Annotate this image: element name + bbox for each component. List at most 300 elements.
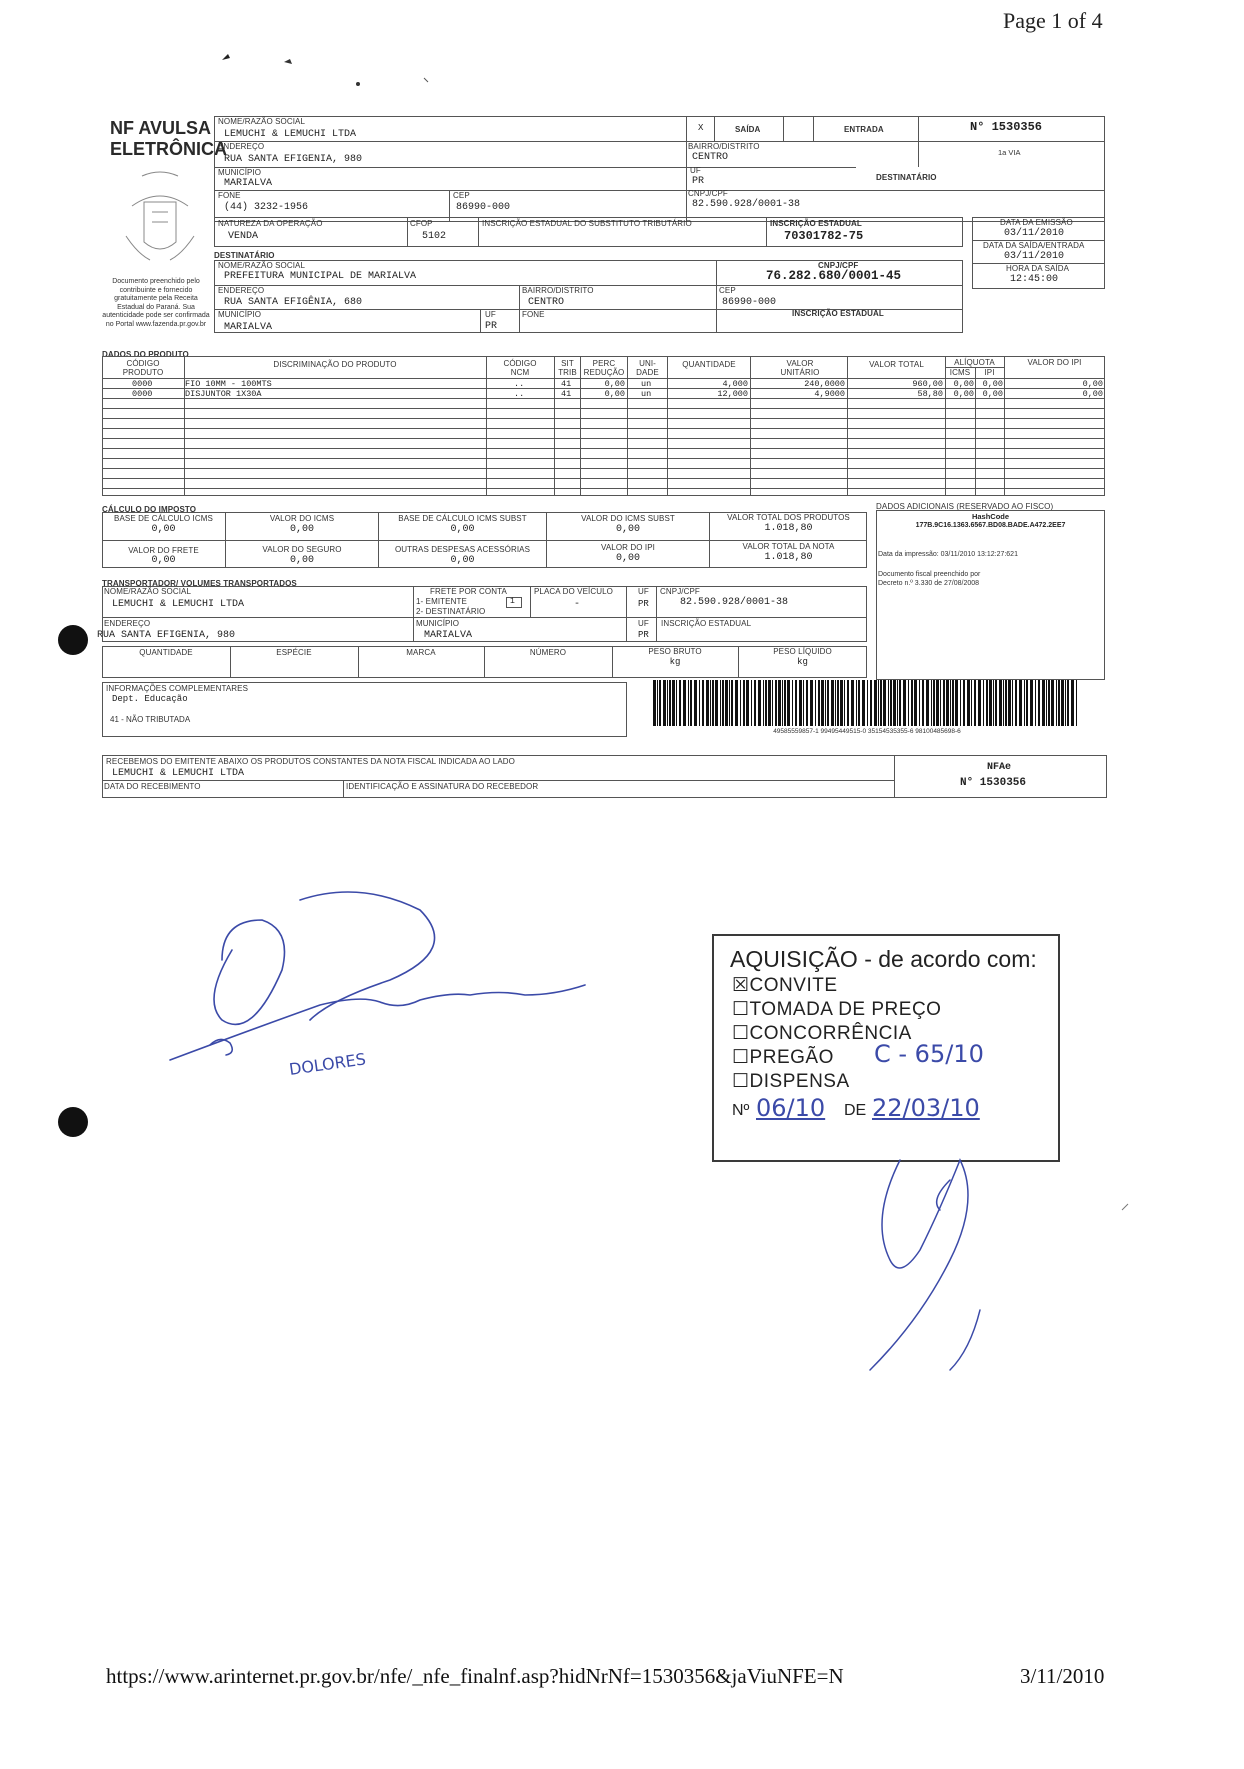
barcode-bar [914,680,917,726]
row2-unidade: un [641,389,652,399]
barcode-bar [792,680,793,726]
transp-uf2-label: UF [638,619,649,628]
barcode-bar [908,680,909,726]
barcode-bar [856,680,857,726]
barcode-bar [663,680,666,726]
barcode [653,680,1081,730]
barcode-bar [746,680,749,726]
total-produtos: 1.018,80 [764,523,813,534]
stamp-data: 22/03/10 [872,1094,980,1122]
hora-saida-label: HORA DA SAÍDA [1006,264,1070,273]
stamp-option-dispensa: ☐DISPENSA [732,1071,850,1092]
barcode-bar [1071,680,1074,726]
barcode-bar [763,680,764,726]
barcode-bar [989,680,992,726]
valor-icms: 0,00 [289,524,314,535]
entrada-label: ENTRADA [844,125,884,134]
barcode-bar [669,680,671,726]
barcode-bar [890,680,892,726]
saida-mark: X [698,123,704,133]
barcode-bar [1067,680,1069,726]
dest-ie-label: INSCRIÇÃO ESTADUAL [792,309,884,318]
barcode-bar [710,680,711,726]
barcode-bar [883,680,886,726]
barcode-bar [1048,680,1050,726]
barcode-bar [787,680,790,726]
barcode-bar [1065,680,1066,726]
stamp-option-concorrencia: ☐CONCORRÊNCIA [732,1023,912,1044]
marca-label: MARCA [406,648,436,657]
dest-uf-label: UF [485,310,496,319]
frete: 0,00 [151,555,176,566]
emitente-nome-label: NOME/RAZÃO SOCIAL [218,117,306,126]
barcode-bar [878,680,879,726]
barcode-bar [888,680,889,726]
dest-nome-label: NOME/RAZÃO SOCIAL [218,261,306,270]
barcode-bar [657,680,658,726]
barcode-bar [1056,680,1057,726]
nf-number: N° 1530356 [970,120,1043,134]
barcode-bar [858,680,860,726]
frete-conta-label: FRETE POR CONTA [430,587,507,596]
emitente-municipio-label: MUNICÍPIO [218,168,262,177]
barcode-bar [933,680,935,726]
transp-uf2: PR [638,630,649,640]
barcode-bar [827,680,829,726]
col-valor-unit: VALOR UNITÁRIO [780,359,820,377]
quantidade-label: QUANTIDADE [139,648,193,657]
barcode-bar [835,680,836,726]
data-emissao: 03/11/2010 [1004,228,1065,239]
seguro: 0,00 [289,555,314,566]
stamp-option-tomada: ☐TOMADA DE PREÇO [732,999,942,1020]
hora-saida: 12:45:00 [1010,274,1059,285]
barcode-bar [699,680,700,726]
valor-subst-label: VALOR DO ICMS SUBST [581,514,675,523]
row2-icms: 0,00 [953,389,974,399]
emitente-uf-label: UF [690,166,701,175]
barcode-text: 49585559857-1 99495449515-0 35154535355-6 98100485698-6 [773,728,961,735]
frete-opt1: 1- EMITENTE [416,597,467,606]
row1-icms: 0,00 [953,379,974,389]
barcode-bar [667,680,668,726]
emitente-bairro-label: BAIRRO/DISTRITO [688,142,760,151]
adicionais-box [876,510,1105,680]
barcode-bar [799,680,802,726]
barcode-bar [919,680,920,726]
barcode-bar [922,680,924,726]
peso-bruto-label: PESO BRUTO [648,647,702,656]
title-line2: ELETRÔNICA [110,139,227,159]
col-valor-ipi: VALOR DO IPI [1027,358,1082,367]
row1-perc: 0,00 [604,379,625,389]
barcode-bar [768,680,771,726]
barcode-bar [995,680,997,726]
barcode-bar [847,680,849,726]
complementares-label: INFORMAÇÕES COMPLEMENTARES [106,684,249,693]
barcode-bar [1030,680,1033,726]
barcode-bar [911,680,913,726]
barcode-bar [778,680,781,726]
data-saida-label: DATA DA SAÍDA/ENTRADA [983,241,1085,250]
cfop-value: 5102 [422,231,447,242]
doc-note-line2: Decreto n.º 3.330 de 27/08/2008 [878,580,980,587]
transp-municipio-label: MUNICÍPIO [416,619,460,628]
especie-label: ESPÉCIE [276,648,312,657]
ie-emitente-label: INSCRIÇÃO ESTADUAL [770,219,862,228]
barcode-bar [999,680,1002,726]
row2-valor-total: 58,80 [917,389,943,399]
barcode-bar [729,680,730,726]
barcode-bar [702,680,704,726]
barcode-bar [1005,680,1007,726]
barcode-bar [993,680,994,726]
row1-unidade: un [641,379,652,389]
barcode-bar [751,680,752,726]
base-icms-label: BASE DE CÁLCULO ICMS [114,514,213,523]
row2-codigo: 0000 [132,389,153,399]
row1-descricao: FIO 10MM - 100MTS [185,379,272,389]
outras-despesas: 0,00 [450,555,475,566]
valor-subst: 0,00 [615,524,640,535]
dest-bairro-label: BAIRRO/DISTRITO [522,286,594,295]
row2-ipi: 0,00 [982,389,1003,399]
row1-sit: 41 [561,379,572,389]
emitente-fone-label: FONE [218,191,241,200]
frete-value: 1 [510,597,515,606]
via-label: 1a VIA [998,148,1021,157]
barcode-bar [765,680,767,726]
emitente-uf: PR [692,176,705,187]
barcode-bar [818,680,820,726]
barcode-bar [967,680,970,726]
data-recebimento-label: DATA DO RECEBIMENTO [104,782,201,791]
side-note: Documento preenchido pelo contribuinte e fornecido gratuitamente pela Receita Estadual do Paraná. Sua autenticidade pode ser confirmada no Portal www.fazenda.pr.gov.br [102,278,210,328]
row2-sit: 41 [561,389,572,399]
peso-liquido: kg [797,657,808,667]
emitente-cnpj-label: CNPJ/CPF [688,189,728,198]
barcode-bar [862,680,865,726]
barcode-bar [803,680,804,726]
stamp-option-convite: ☒CONVITE [732,975,838,996]
natureza-label: NATUREZA DA OPERAÇÃO [218,219,323,228]
dest-municipio: MARIALVA [224,322,273,333]
barcode-bar [821,680,824,726]
row1-valor-ipi: 0,00 [1082,379,1103,389]
barcode-bar [946,680,949,726]
barcode-bar [782,680,783,726]
recibo-nome: LEMUCHI & LEMUCHI LTDA [112,768,245,779]
barcode-bar [870,680,872,726]
emitente-cep-label: CEP [453,191,470,200]
numero-label: NÚMERO [529,648,567,657]
barcode-bar [725,680,728,726]
barcode-bar [960,680,961,726]
barcode-bar [1058,680,1060,726]
outras-despesas-label: OUTRAS DESPESAS ACESSÓRIAS [394,545,531,554]
dest-cep-label: CEP [719,286,736,295]
emitente-bairro: CENTRO [692,152,729,163]
barcode-bar [676,680,677,726]
col-aliquota: ALÍQUOTA [954,358,995,367]
barcode-bar [784,680,786,726]
transp-endereco-label: ENDEREÇO [104,619,151,628]
barcode-bar [955,680,958,726]
col-codigo: CÓDIGO PRODUTO [122,359,164,377]
row2-perc: 0,00 [604,389,625,399]
emitente-endereco: RUA SANTA EFIGENIA, 980 [224,154,363,165]
dest-bairro: CENTRO [528,297,565,308]
complementares-line1: Dept. Educação [112,694,188,704]
placa-value: - [574,599,581,610]
emitente-cnpj: 82.590.928/0001-38 [692,199,801,210]
col-descricao: DISCRIMINAÇÃO DO PRODUTO [273,360,397,369]
col-valor-total: VALOR TOTAL [869,360,924,369]
barcode-bar [810,680,813,726]
barcode-bar [683,680,686,726]
row1-codigo: 0000 [132,379,153,389]
valor-ipi: 0,00 [615,553,640,564]
stamp-numero: 06/10 [756,1094,826,1122]
transp-ie-label: INSCRIÇÃO ESTADUAL [661,619,752,628]
barcode-bar [893,680,896,726]
barcode-bar [731,680,733,726]
data-saida: 03/11/2010 [1004,251,1065,262]
barcode-bar [963,680,965,726]
signature-name: DOLORES [287,1049,368,1079]
barcode-bar [1046,680,1047,726]
barcode-bar [1076,680,1077,726]
peso-liquido-label: PESO LÍQUIDO [773,647,832,656]
dest-endereco: RUA SANTA EFIGÊNIA, 680 [224,297,363,308]
col-ipi: IPI [984,368,995,377]
stamp-option-pregao: ☐PREGÃO [732,1047,834,1068]
barcode-bar [950,680,951,726]
hash-code: 177B.9C16.1363.6567.BD08.BADE.A472.2EE7 [915,522,1066,529]
transp-cnpj-label: CNPJ/CPF [660,587,700,596]
acquisition-stamp [712,934,1060,1162]
produtos-table [102,356,1105,496]
col-sit: SIT TRIB [558,359,577,377]
barcode-bar [971,680,972,726]
barcode-bar [688,680,689,726]
destinatario-section-label: DESTINATÁRIO [214,251,275,260]
hash-label: HashCode [971,512,1010,521]
barcode-bar [758,680,761,726]
barcode-bar [706,680,709,726]
dest-cep: 86990-000 [722,297,777,308]
scan-speck [1120,1200,1132,1212]
dest-endereco-label: ENDEREÇO [218,286,265,295]
barcode-bar [743,680,745,726]
barcode-bar [874,680,877,726]
stamp-de: DE [844,1102,867,1119]
emitente-nome: LEMUCHI & LEMUCHI LTDA [224,129,357,140]
transportador-section-label: TRANSPORTADOR/ VOLUMES TRANSPORTADOS [102,579,297,588]
dest-fone-label: FONE [522,310,545,319]
col-icms: ICMS [949,368,971,377]
frete-opt2: 2- DESTINATÁRIO [416,607,486,616]
barcode-bar [903,680,906,726]
barcode-bar [715,680,718,726]
barcode-bar [1026,680,1028,726]
barcode-bar [936,680,939,726]
imposto-section-label: CÁLCULO DO IMPOSTO [102,505,197,514]
transp-uf-label: UF [638,587,649,596]
barcode-bar [986,680,988,726]
ie-subst-label: INSCRIÇÃO ESTADUAL DO SUBSTITUTO TRIBUTÁRIO [482,219,692,228]
total-nota: 1.018,80 [764,552,813,563]
barcode-bar [831,680,834,726]
barcode-bar [840,680,843,726]
row2-valor-unit: 4,9000 [814,389,845,399]
row1-ncm: .. [514,379,525,389]
barcode-bar [851,680,854,726]
barcode-bar [867,680,868,726]
barcode-bar [1012,680,1013,726]
recibo-nfae: NFAe [987,762,1012,773]
transp-municipio: MARIALVA [424,630,473,641]
barcode-bar [880,680,882,726]
barcode-bar [1019,680,1022,726]
adicionais-label: DADOS ADICIONAIS (RESERVADO AO FISCO) [876,502,1054,511]
dest-cnpj-label: CNPJ/CPF [818,261,859,270]
barcode-bar [931,680,932,726]
transp-nome: LEMUCHI & LEMUCHI LTDA [112,599,245,610]
barcode-bar [653,680,656,726]
footer-url: https://www.arinternet.pr.gov.br/nfe/_nfe_finalnf.asp?hidNrNf=1530356&jaViuNFE=N [106,1664,844,1688]
saida-label: SAÍDA [735,125,761,134]
footer-date: 3/11/2010 [1020,1664,1105,1688]
barcode-bar [1008,680,1011,726]
barcode-bar [690,680,692,726]
emitente-endereco-label: ENDEREÇO [218,142,265,151]
frete-label: VALOR DO FRETE [128,546,199,555]
barcode-bar [837,680,839,726]
barcode-bar [672,680,675,726]
handwritten-signature [150,890,620,1090]
col-ncm: CÓDIGO NCM [503,359,537,377]
stamp-title: AQUISIÇÃO - de acordo com: [730,946,1037,972]
ie-emitente-value: 70301782-75 [784,229,864,243]
col-perc: PERC REDUÇÃO [583,359,625,377]
barcode-bar [1051,680,1054,726]
barcode-bar [694,680,697,726]
handwritten-initial [830,1140,1070,1420]
destinatario-copy-label: DESTINATÁRIO [876,173,937,182]
col-quantidade: QUANTIDADE [682,360,736,369]
row2-descricao: DISJUNTOR 1X30A [185,389,262,399]
barcode-bar [897,680,898,726]
barcode-bar [899,680,901,726]
doc-note-line1: Documento fiscal preenchido por [878,571,981,578]
barcode-bar [806,680,808,726]
base-subst-label: BASE DE CÁLCULO ICMS SUBST [398,514,527,523]
recibo-text: RECEBEMOS DO EMITENTE ABAIXO OS PRODUTOS CONSTANTES DA NOTA FISCAL INDICADA AO LADO [106,757,515,766]
barcode-bar [1061,680,1064,726]
barcode-bar [772,680,773,726]
transp-cnpj: 82.590.928/0001-38 [680,597,789,608]
barcode-bar [740,680,741,726]
barcode-bar [1024,680,1025,726]
barcode-bar [1015,680,1017,726]
row2-ncm: .. [514,389,525,399]
recibo-numero: N° 1530356 [960,777,1027,789]
valor-icms-label: VALOR DO ICMS [269,514,335,523]
natureza-value: VENDA [228,231,259,242]
dest-nome: PREFEITURA MUNICIPAL DE MARIALVA [224,271,417,282]
barcode-bar [775,680,777,726]
total-produtos-label: VALOR TOTAL DOS PRODUTOS [727,513,850,522]
peso-bruto: kg [669,657,681,667]
barcode-bar [720,680,721,726]
dest-cnpj: 76.282.680/0001-45 [766,269,902,283]
barcode-bar [943,680,945,726]
title-line1: NF AVULSA [110,118,211,138]
barcode-bar [795,680,797,726]
transp-endereco: RUA SANTA EFIGENIA, 980 [97,630,236,641]
col-unidade: UNI-DADE [636,359,659,377]
stamp-handwritten-ref: C - 65/10 [874,1040,984,1068]
emitente-fone: (44) 3232-1956 [224,202,309,213]
total-nota-label: VALOR TOTAL DA NOTA [742,542,835,551]
document-title [110,118,227,160]
barcode-bar [659,680,661,726]
row1-valor-unit: 240,0000 [804,379,845,389]
barcode-bar [926,680,929,726]
dest-uf: PR [485,321,498,332]
identificacao-label: IDENTIFICAÇÃO E ASSINATURA DO RECEBEDOR [346,782,539,791]
barcode-bar [815,680,816,726]
data-emissao-label: DATA DA EMISSÃO [1000,218,1073,227]
base-subst: 0,00 [450,524,475,535]
complementares-line2: 41 - NÃO TRIBUTADA [110,715,191,724]
barcode-bar [722,680,724,726]
data-impressao: Data da impressão: 03/11/2010 13:12:27:621 [878,551,1018,558]
base-icms: 0,00 [151,524,176,535]
row1-ipi: 0,00 [982,379,1003,389]
barcode-bar [1035,680,1036,726]
transp-uf: PR [638,599,649,609]
seguro-label: VALOR DO SEGURO [262,545,342,554]
emitente-municipio: MARIALVA [224,178,273,189]
valor-ipi-label: VALOR DO IPI [601,543,655,552]
row2-valor-ipi: 0,00 [1082,389,1103,399]
dest-municipio-label: MUNICÍPIO [218,310,262,319]
row1-valor-total: 960,00 [912,379,943,389]
barcode-bar [825,680,826,726]
transp-nome-label: NOME/RAZÃO SOCIAL [104,587,192,596]
barcode-bar [712,680,714,726]
stamp-numero-prefix: Nº [732,1102,750,1119]
barcode-bar [983,680,984,726]
cfop-label: CFOP [410,219,433,228]
barcode-bar [679,680,681,726]
barcode-bar [735,680,738,726]
emitente-cep: 86990-000 [456,202,511,213]
barcode-bar [952,680,954,726]
barcode-bar [1038,680,1040,726]
barcode-bar [844,680,845,726]
placa-label: PLACA DO VEÍCULO [534,587,613,596]
barcode-bar [974,680,976,726]
barcode-bar [940,680,941,726]
page-number: Page 1 of 4 [1003,8,1103,33]
barcode-bar [978,680,981,726]
barcode-bar [1003,680,1004,726]
produtos-section-label: DADOS DO PRODUTO [102,350,189,359]
row2-quantidade: 12,000 [717,389,748,399]
